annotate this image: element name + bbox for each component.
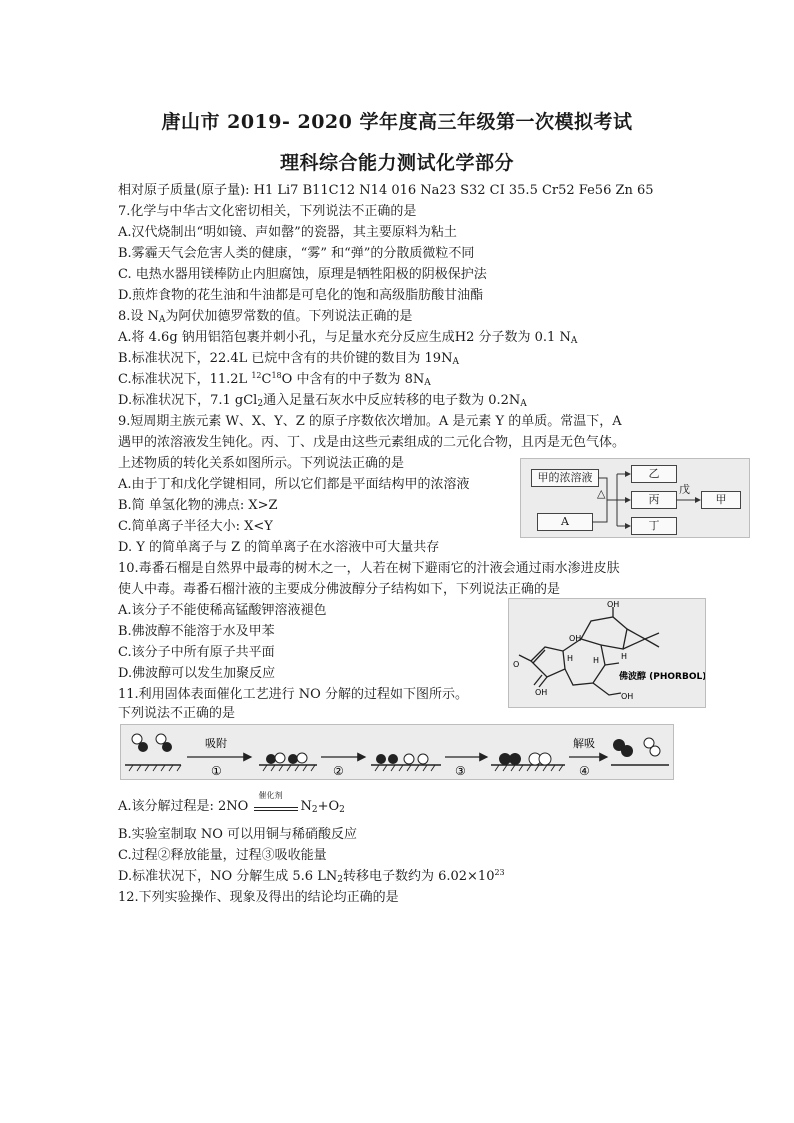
q11-option-a: A.该分解过程是: 2NO 催化剂 $N_2+O_2$ bbox=[118, 798, 345, 816]
step1-label: ① bbox=[211, 764, 222, 778]
phorbol-structure bbox=[508, 598, 706, 708]
oh-left-label: OH bbox=[535, 688, 548, 697]
q9-option-c: C.简单离子半径大小: X<Y bbox=[118, 519, 273, 534]
catalyst-label: 催化剂 bbox=[258, 790, 283, 800]
q10-option-c: C.该分子中所有原子共平面 bbox=[118, 645, 275, 660]
q7-option-a: A.汉代烧制出“明如镜、声如罄”的瓷器，其主要原料为粘土 bbox=[118, 225, 457, 240]
q10-option-b: B.佛波醇不能溶于水及甲苯 bbox=[118, 624, 275, 639]
step2-label: ② bbox=[333, 764, 344, 778]
q10-option-d: D.佛波醇可以发生加聚反应 bbox=[118, 666, 276, 681]
h-mid-label: H bbox=[621, 652, 628, 661]
q10-stem-line1: 10.毒番石榴是自然界中最毒的树木之一，人若在树下避雨它的汁液会通过雨水渗进皮肤 bbox=[118, 561, 620, 576]
oh-mid-label: OH bbox=[569, 634, 582, 643]
q11-option-c: C.过程②释放能量，过程③吸收能量 bbox=[118, 848, 327, 863]
q11-stem-line1: 11.利用固体表面催化工艺进行 NO 分解的过程如下图所示。 bbox=[118, 687, 468, 702]
q12-stem: 12.下列实验操作、现象及得出的结论均正确的是 bbox=[118, 890, 399, 905]
box-yi: 乙 bbox=[631, 465, 677, 483]
box-jia: 甲 bbox=[701, 491, 741, 509]
q9-option-d: D. Y 的简单离子与 Z 的简单离子在水溶液中可大量共存 bbox=[118, 540, 440, 555]
atomic-mass-line: 相对原子质量(原子量): H1 Li7 B11C12 N14 016 Na23 S32 CI 35.5 Cr52 Fe56 Zn 65 bbox=[118, 183, 654, 198]
h-low-label: H bbox=[593, 656, 600, 665]
q10-stem-line2: 使人中毒。毒番石榴汁液的主要成分佛波醇分子结构如下，下列说法正确的是 bbox=[118, 582, 561, 597]
q8-option-c: C.标准状况下，11.2L $^{12}C^{18}O$ 中含有的中子数为 $8N_A$ bbox=[118, 371, 431, 388]
catalyst-arrow bbox=[254, 790, 298, 811]
diagram-arrows bbox=[521, 459, 749, 537]
q9-option-b: B.简 单氢化物的沸点: X>Z bbox=[118, 498, 278, 513]
label-wu: 戊 bbox=[679, 483, 690, 496]
box-a: A bbox=[537, 513, 593, 531]
q7-option-b: B.雾霾天气会危害人类的健康，“雾” 和“弹”的分散质微粒不同 bbox=[118, 246, 475, 261]
q9-stem-line1: 9.短周期主族元素 W、X、Y、Z 的原子序数依次增加。A 是元素 Y 的单质。常温下，A bbox=[118, 414, 622, 429]
exam-title: 唐山市 2019- 2020 学年度高三年级第一次模拟考试 bbox=[161, 111, 633, 133]
keto-oxygen-label: O bbox=[513, 660, 520, 669]
q9-conversion-diagram bbox=[520, 458, 750, 538]
q7-option-c: C. 电热水器用镁棒防止内胆腐蚀，原理是牺牲阳极的阴极保护法 bbox=[118, 267, 487, 282]
adsorb-label: 吸附 bbox=[205, 737, 227, 750]
box-ding: 丁 bbox=[631, 517, 677, 535]
q9-stem-line2: 遇甲的浓溶液发生钝化。丙、丁、戊是由这些元素组成的二元化合物，且丙是无色气体。 bbox=[118, 435, 626, 450]
q7-stem: 7.化学与中华古文化密切相关，下列说法不正确的是 bbox=[118, 204, 417, 219]
q8-option-d: D.标准状况下，7.1 gCl$_2$通入足量石灰水中反应转移的电子数为 $0.2N_A$ bbox=[118, 393, 527, 409]
q8-option-b: B.标准状况下，22.4L 已烷中含有的共价键的数目为 $19N_A$ bbox=[118, 351, 459, 367]
step3-label: ③ bbox=[455, 764, 466, 778]
box-bing: 丙 bbox=[631, 491, 677, 509]
no-decomposition-strip bbox=[120, 724, 674, 780]
oh-top-label: OH bbox=[607, 600, 620, 609]
step4-label: ④ bbox=[579, 764, 590, 778]
q11-option-d: D.标准状况下，NO 分解生成 5.6 $LN_2$转移电子数约为 $6.02\times 10^{23}$ bbox=[118, 868, 505, 885]
q11-stem-line2: 下列说法不正确的是 bbox=[118, 706, 236, 721]
box-conc-jia: 甲的浓溶液 bbox=[531, 469, 599, 487]
surface-process-illustration bbox=[121, 725, 673, 779]
oh-bottom-label: OH bbox=[621, 692, 634, 701]
heat-symbol: △ bbox=[597, 487, 606, 500]
q8-stem: 8.设 $N_A$为阿伏加德罗常数的值。下列说法正确的是 bbox=[118, 309, 413, 325]
q9-option-a: A.由于丁和戊化学键相同，所以它们都是平面结构甲的浓溶液 bbox=[118, 477, 470, 492]
structure-caption: 佛波醇 (PHORBOL) bbox=[619, 672, 705, 682]
phorbol-skeleton bbox=[509, 599, 705, 707]
desorb-label: 解吸 bbox=[573, 737, 595, 750]
q11-option-b: B.实验室制取 NO 可以用铜与稀硝酸反应 bbox=[118, 827, 357, 842]
exam-subtitle: 理科综合能力测试化学部分 bbox=[279, 152, 514, 174]
q7-option-d: D.煎炸食物的花生油和牛油都是可皂化的饱和高级脂肪酸甘油酯 bbox=[118, 288, 484, 303]
q9-stem-line3: 上述物质的转化关系如图所示。下列说法正确的是 bbox=[118, 456, 405, 471]
h-left-label: H bbox=[567, 654, 574, 663]
q8-option-a: A.将 4.6g 钠用铝箔包裹并刺小孔，与足量水充分反应生成H2 分子数为 0.1 $N_A$ bbox=[118, 330, 578, 346]
q10-option-a: A.该分子不能使稀高锰酸钾溶液褪色 bbox=[118, 603, 327, 618]
